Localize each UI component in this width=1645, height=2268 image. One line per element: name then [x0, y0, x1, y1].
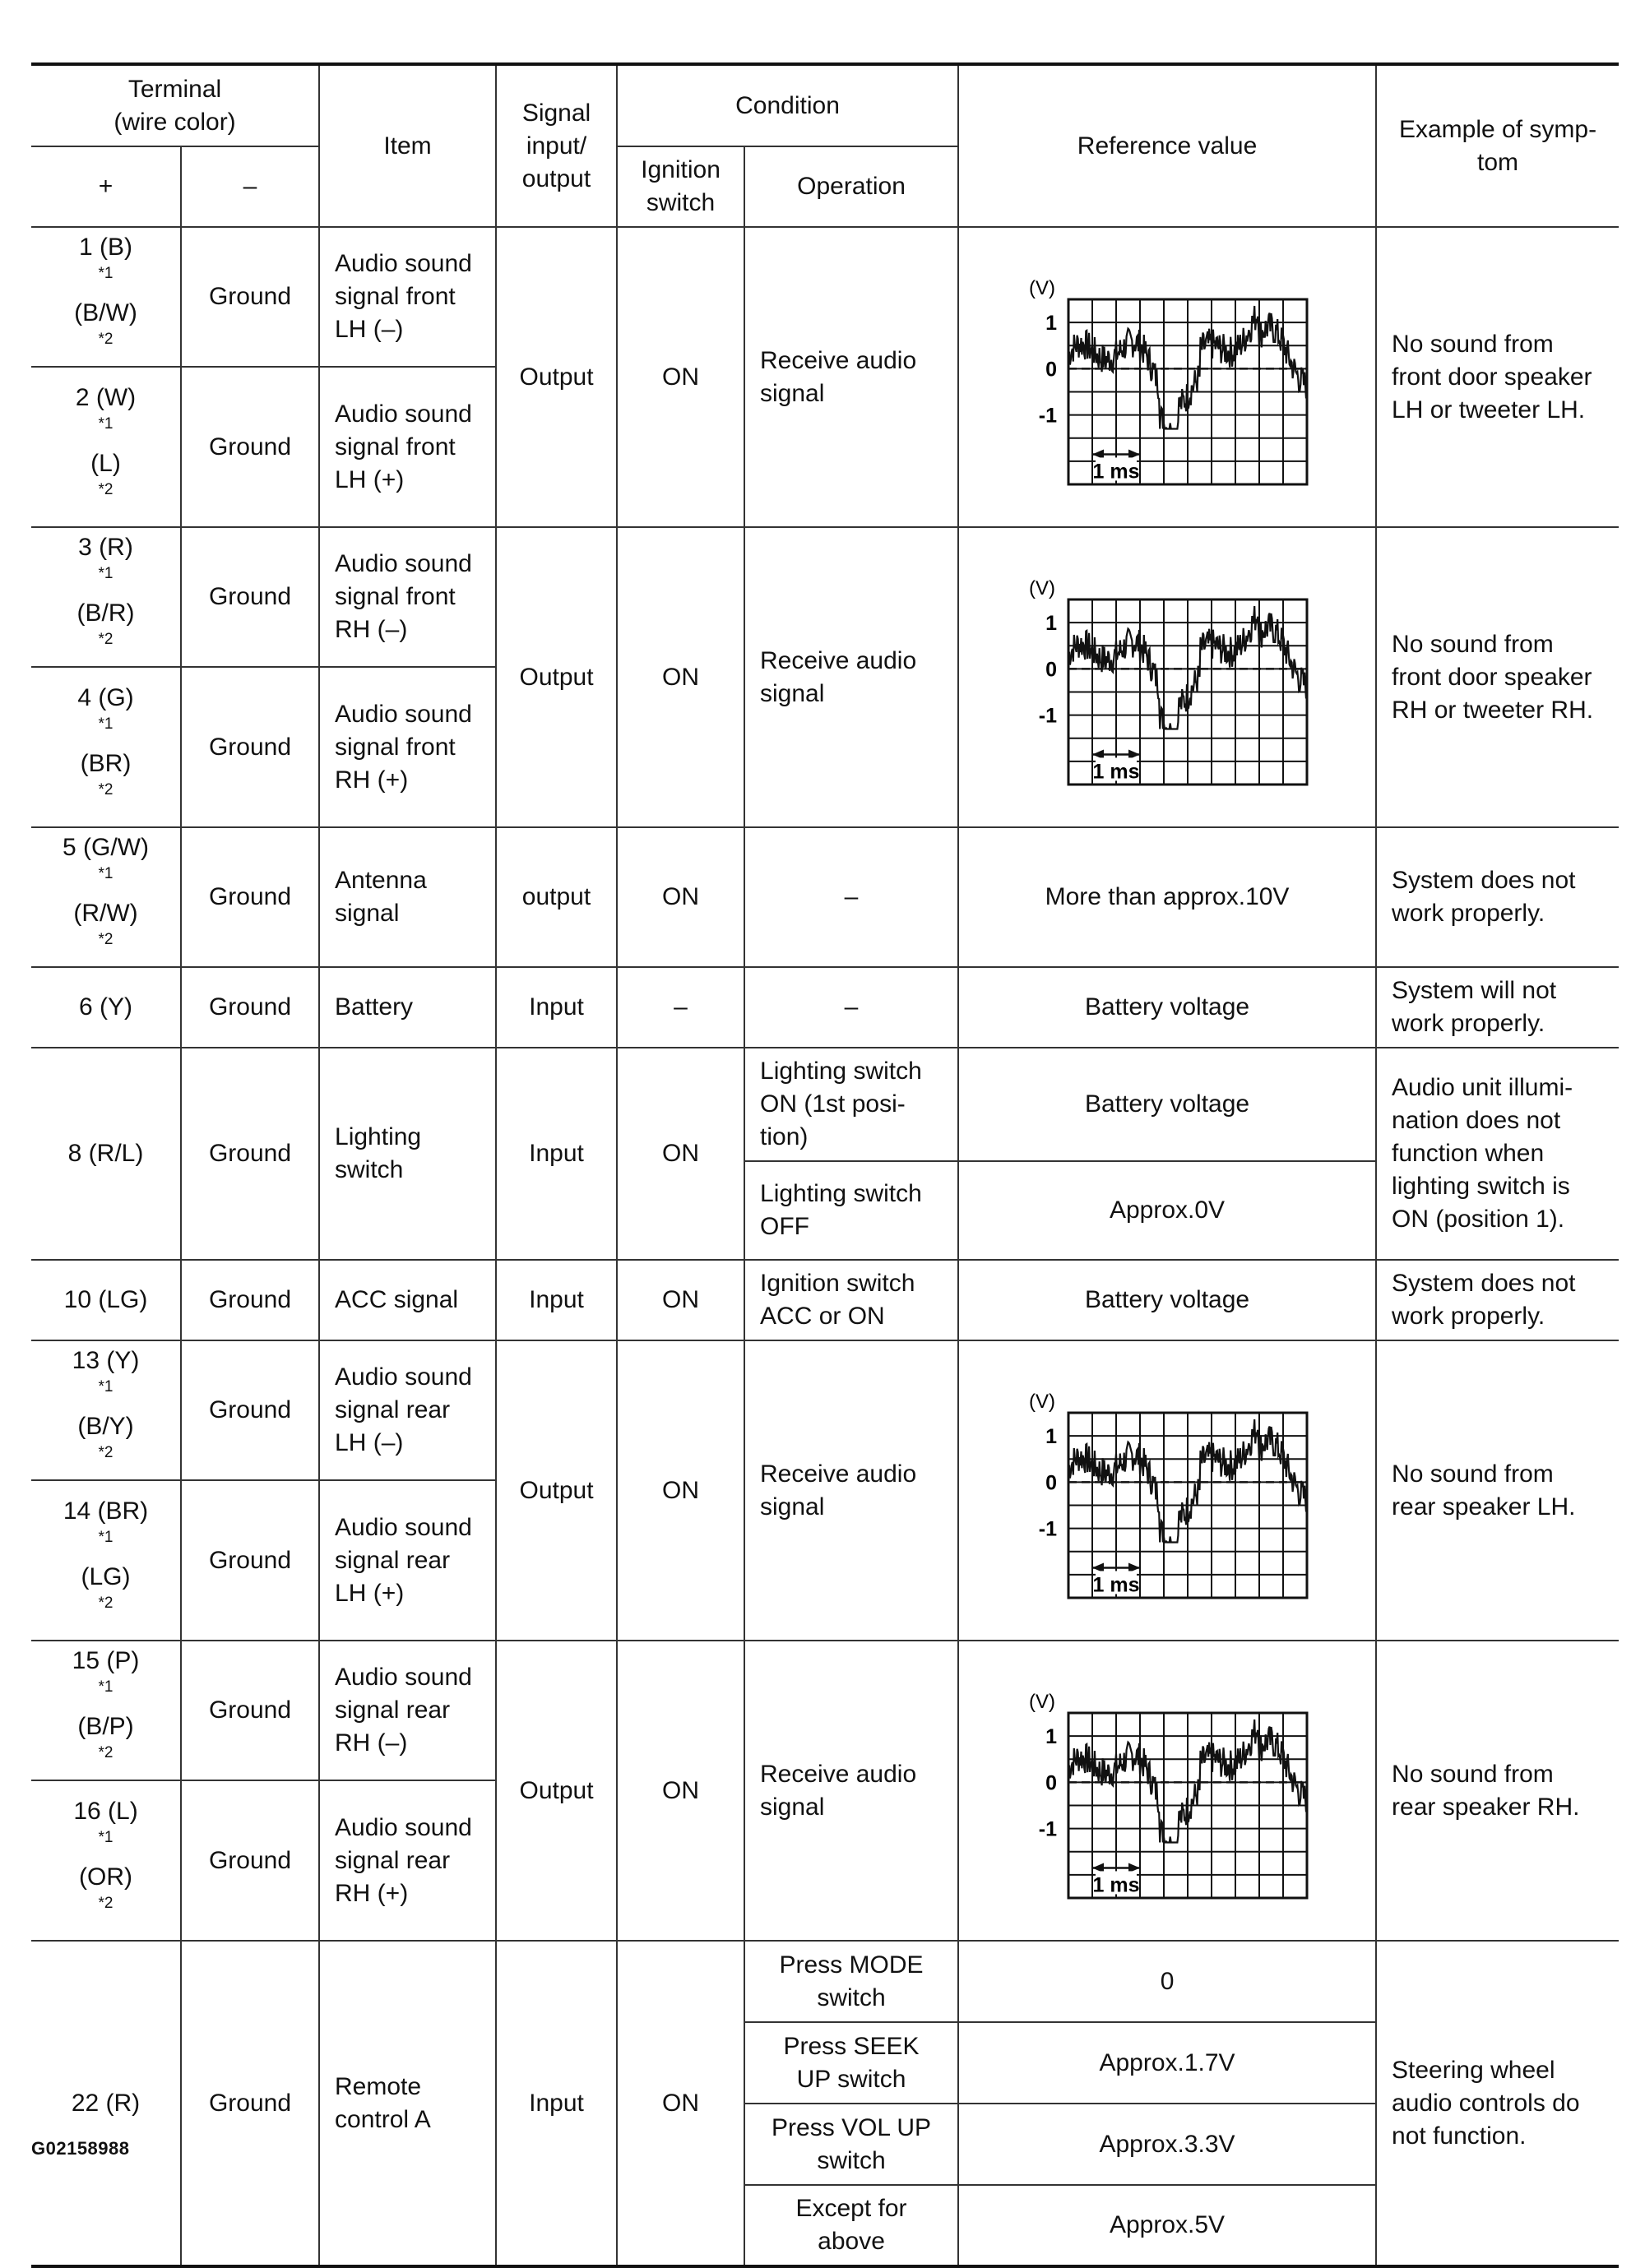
terminal-6: 6 (Y)	[31, 967, 181, 1048]
operation-header: Operation	[744, 146, 958, 227]
reference-value-cell: Approx.1.7V	[958, 2022, 1376, 2104]
scope-tick-label: 1	[1045, 311, 1058, 335]
item-cell: Audio sound signal rear RH (+)	[319, 1780, 496, 1941]
signal-io-cell: Output	[496, 1340, 617, 1641]
reference-value-cell: Battery voltage	[958, 1260, 1376, 1340]
operation-cell: Ignition switch ACC or ON	[744, 1260, 958, 1340]
operation-cell: Press SEEK UP switch	[744, 2022, 958, 2104]
symptom-cell: No sound from rear speaker LH.	[1376, 1340, 1619, 1641]
signal-io-cell: Output	[496, 227, 617, 527]
item-cell: ACC signal	[319, 1260, 496, 1340]
terminal-16: 16 (L) $^{*1}$ (OR) $^{*2}$	[31, 1780, 181, 1941]
terminal-10: 10 (LG)	[31, 1260, 181, 1340]
item-header: Item	[319, 64, 496, 227]
symptom-cell: No sound from rear speaker RH.	[1376, 1641, 1619, 1941]
terminal-15: 15 (P) $^{*1}$ (B/P) $^{*2}$	[31, 1641, 181, 1780]
terminal-header: Terminal (wire color)	[31, 64, 319, 146]
scope-tick-label: 0	[1045, 357, 1058, 381]
ground-cell: Ground	[181, 1480, 319, 1641]
terminal-3: 3 (R) $^{*1}$ (B/R) $^{*2}$	[31, 527, 181, 667]
signal-io-cell: output	[496, 827, 617, 967]
reference-value-cell: More than approx.10V	[958, 827, 1376, 967]
oscilloscope-waveform	[958, 1641, 1376, 1941]
item-cell: Battery	[319, 967, 496, 1048]
ignition-cell: ON	[617, 527, 744, 827]
reference-value-cell: Approx.5V	[958, 2185, 1376, 2266]
ignition-cell: ON	[617, 227, 744, 527]
operation-cell: Receive audio signal	[744, 1641, 958, 1941]
item-cell: Audio sound signal front RH (–)	[319, 527, 496, 667]
ignition-cell: –	[617, 967, 744, 1048]
scope-tick-label: -1	[1038, 1817, 1058, 1841]
terminal-8: 8 (R/L)	[31, 1048, 181, 1260]
scope-tick-label: 1	[1045, 1424, 1058, 1448]
operation-cell: –	[744, 827, 958, 967]
ignition-cell: ON	[617, 827, 744, 967]
signal-io-cell: Input	[496, 1260, 617, 1340]
plus-header: +	[31, 146, 181, 227]
ignition-cell: ON	[617, 1048, 744, 1260]
item-cell: Antenna signal	[319, 827, 496, 967]
minus-header: –	[181, 146, 319, 227]
ground-cell: Ground	[181, 527, 319, 667]
oscilloscope-waveform	[958, 527, 1376, 827]
ignition-cell: ON	[617, 1260, 744, 1340]
symptom-cell: System will not work properly.	[1376, 967, 1619, 1048]
operation-cell: Lighting switch ON (1st posi- tion)	[744, 1048, 958, 1161]
ignition-cell: ON	[617, 1941, 744, 2266]
item-cell: Audio sound signal front LH (–)	[319, 227, 496, 367]
ground-cell: Ground	[181, 1340, 319, 1480]
ground-cell: Ground	[181, 227, 319, 367]
terminal-1: 1 (B) $^{*1}$ (B/W) $^{*2}$	[31, 227, 181, 367]
scope-time-label: 1 ms	[1092, 759, 1140, 783]
scope-unit-label: (V)	[1029, 576, 1056, 599]
symptom-cell: No sound from front door speaker LH or tweeter LH.	[1376, 227, 1619, 527]
scope-tick-label: 1	[1045, 611, 1058, 635]
signal-io-cell: Output	[496, 527, 617, 827]
symptom-cell: System does not work properly.	[1376, 1260, 1619, 1340]
scope-unit-label: (V)	[1029, 276, 1056, 299]
terminal-14: 14 (BR) $^{*1}$ (LG) $^{*2}$	[31, 1480, 181, 1641]
reference-value-header: Reference value	[958, 64, 1376, 227]
reference-value-cell: Approx.0V	[958, 1161, 1376, 1260]
terminal-2: 2 (W) $^{*1}$ (L) $^{*2}$	[31, 367, 181, 527]
symptom-cell: No sound from front door speaker RH or tweeter RH.	[1376, 527, 1619, 827]
waveform-chart	[1019, 1380, 1315, 1602]
signal-io-cell: Input	[496, 967, 617, 1048]
ground-cell: Ground	[181, 667, 319, 827]
reference-value-cell: Battery voltage	[958, 1048, 1376, 1161]
signal-io-cell: Input	[496, 1048, 617, 1260]
oscilloscope-waveform	[958, 1340, 1376, 1641]
scope-unit-label: (V)	[1029, 1390, 1056, 1413]
operation-cell: –	[744, 967, 958, 1048]
waveform-chart	[1019, 266, 1315, 488]
waveform-chart	[1019, 567, 1315, 789]
signal-io-cell: Input	[496, 1941, 617, 2266]
waveform-chart	[1019, 1680, 1315, 1902]
ground-cell: Ground	[181, 1941, 319, 2266]
scope-tick-label: 0	[1045, 1470, 1058, 1494]
operation-cell: Except for above	[744, 2185, 958, 2266]
scope-tick-label: -1	[1038, 704, 1058, 728]
ground-cell: Ground	[181, 1048, 319, 1260]
item-cell: Audio sound signal front LH (+)	[319, 367, 496, 527]
item-cell: Lighting switch	[319, 1048, 496, 1260]
oscilloscope-waveform	[958, 227, 1376, 527]
symptom-cell: Steering wheel audio controls do not function.	[1376, 1941, 1619, 2266]
example-header: Example of symp- tom	[1376, 64, 1619, 227]
scope-time-label: 1 ms	[1092, 1572, 1140, 1596]
item-cell: Audio sound signal rear LH (+)	[319, 1480, 496, 1641]
scope-tick-label: -1	[1038, 404, 1058, 428]
item-cell: Audio sound signal rear RH (–)	[319, 1641, 496, 1780]
operation-cell: Press VOL UP switch	[744, 2104, 958, 2185]
symptom-cell: Audio unit illumi- nation does not function when lighting switch is ON (position 1).	[1376, 1048, 1619, 1260]
terminal-22: 22 (R)	[31, 1941, 181, 2266]
terminal-spec-table	[31, 62, 1619, 2268]
signal-io-header: Signal input/ output	[496, 64, 617, 227]
scope-tick-label: 1	[1045, 1724, 1058, 1748]
operation-cell: Lighting switch OFF	[744, 1161, 958, 1260]
ground-cell: Ground	[181, 1780, 319, 1941]
operation-cell: Receive audio signal	[744, 227, 958, 527]
ignition-cell: ON	[617, 1641, 744, 1941]
reference-value-cell: Approx.3.3V	[958, 2104, 1376, 2185]
item-cell: Audio sound signal rear LH (–)	[319, 1340, 496, 1480]
symptom-cell: System does not work properly.	[1376, 827, 1619, 967]
reference-value-cell: Battery voltage	[958, 967, 1376, 1048]
signal-io-cell: Output	[496, 1641, 617, 1941]
item-cell: Remote control A	[319, 1941, 496, 2266]
terminal-13: 13 (Y) $^{*1}$ (B/Y) $^{*2}$	[31, 1340, 181, 1480]
scope-tick-label: -1	[1038, 1517, 1058, 1541]
scope-unit-label: (V)	[1029, 1690, 1056, 1713]
scope-tick-label: 0	[1045, 1770, 1058, 1794]
operation-cell: Receive audio signal	[744, 527, 958, 827]
reference-value-cell: 0	[958, 1941, 1376, 2022]
scope-tick-label: 0	[1045, 657, 1058, 681]
ground-cell: Ground	[181, 367, 319, 527]
condition-header: Condition	[617, 64, 958, 146]
ground-cell: Ground	[181, 1641, 319, 1780]
ignition-cell: ON	[617, 1340, 744, 1641]
terminal-4: 4 (G) $^{*1}$ (BR) $^{*2}$	[31, 667, 181, 827]
ignition-switch-header: Ignition switch	[617, 146, 744, 227]
operation-cell: Receive audio signal	[744, 1340, 958, 1641]
operation-cell: Press MODE switch	[744, 1941, 958, 2022]
scope-time-label: 1 ms	[1092, 459, 1140, 483]
ground-cell: Ground	[181, 827, 319, 967]
scope-time-label: 1 ms	[1092, 1872, 1140, 1896]
terminal-5: 5 (G/W) $^{*1}$ (R/W) $^{*2}$	[31, 827, 181, 967]
ground-cell: Ground	[181, 1260, 319, 1340]
figure-id: G02158988	[31, 2138, 130, 2159]
item-cell: Audio sound signal front RH (+)	[319, 667, 496, 827]
ground-cell: Ground	[181, 967, 319, 1048]
